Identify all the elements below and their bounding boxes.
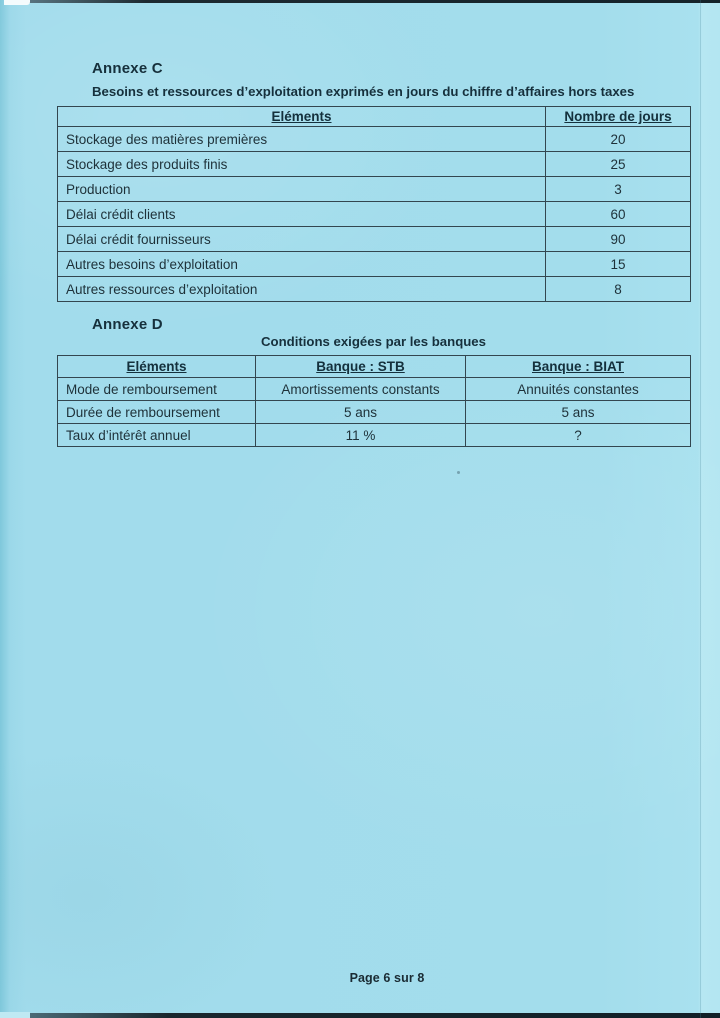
- table-cell-element: Taux d’intérêt annuel: [58, 424, 256, 447]
- table-cell-jours: 3: [546, 177, 691, 202]
- annexe-d-subtitle: Conditions exigées par les banques: [261, 334, 486, 349]
- scan-edge-top-sliver: [4, 0, 30, 5]
- annexe-d-table: [57, 355, 691, 447]
- table-header-row: [58, 356, 691, 378]
- table-cell-element: Durée de remboursement: [58, 401, 256, 424]
- table-row: [58, 177, 691, 202]
- table-cell-biat: 5 ans: [466, 401, 691, 424]
- table-row: [58, 202, 691, 227]
- scan-edge-top: [26, 0, 720, 3]
- table-row: [58, 277, 691, 302]
- column-header-elements: Eléments: [58, 356, 256, 378]
- table-cell-biat: Annuités constantes: [466, 378, 691, 401]
- annexe-c-table: [57, 106, 691, 302]
- table-cell-stb: 5 ans: [256, 401, 466, 424]
- table-cell-biat: ?: [466, 424, 691, 447]
- table-row: [58, 401, 691, 424]
- table-cell-stb: 11 %: [256, 424, 466, 447]
- table-cell-element: Autres ressources d’exploitation: [58, 277, 546, 302]
- page-number-footer: Page 6 sur 8: [349, 971, 425, 985]
- column-header-nombre-de-jours: Nombre de jours: [546, 107, 691, 127]
- table-header-row: [58, 107, 691, 127]
- table-cell-jours: 15: [546, 252, 691, 277]
- table-cell-jours: 25: [546, 152, 691, 177]
- table-cell-jours: 8: [546, 277, 691, 302]
- column-header-elements: Eléments: [58, 107, 546, 127]
- table-row: [58, 252, 691, 277]
- scan-fold-line: [700, 0, 701, 1018]
- table-row: [58, 424, 691, 447]
- table-cell-element: Autres besoins d’exploitation: [58, 252, 546, 277]
- table-cell-stb: Amortissements constants: [256, 378, 466, 401]
- table-row: [58, 378, 691, 401]
- column-header-banque-stb: Banque : STB: [256, 356, 466, 378]
- table-cell-element: Mode de remboursement: [58, 378, 256, 401]
- table-cell-element: Délai crédit fournisseurs: [58, 227, 546, 252]
- column-header-banque-biat: Banque : BIAT: [466, 356, 691, 378]
- table-row: [58, 227, 691, 252]
- table-cell-element: Production: [58, 177, 546, 202]
- table-row: [58, 127, 691, 152]
- table-row: [58, 152, 691, 177]
- scan-speck-artifact: [457, 471, 460, 474]
- table-cell-element: Stockage des matières premières: [58, 127, 546, 152]
- annexe-d-title: Annexe D: [92, 316, 163, 333]
- scan-edge-bottom-corner: [0, 1012, 30, 1018]
- table-cell-jours: 60: [546, 202, 691, 227]
- scan-edge-bottom: [28, 1013, 720, 1018]
- table-cell-element: Stockage des produits finis: [58, 152, 546, 177]
- table-cell-jours: 20: [546, 127, 691, 152]
- table-cell-jours: 90: [546, 227, 691, 252]
- annexe-c-subtitle: Besoins et ressources d’exploitation exprimés en jours du chiffre d’affaires hors taxes: [92, 84, 635, 99]
- annexe-c-title: Annexe C: [92, 60, 163, 77]
- table-cell-element: Délai crédit clients: [58, 202, 546, 227]
